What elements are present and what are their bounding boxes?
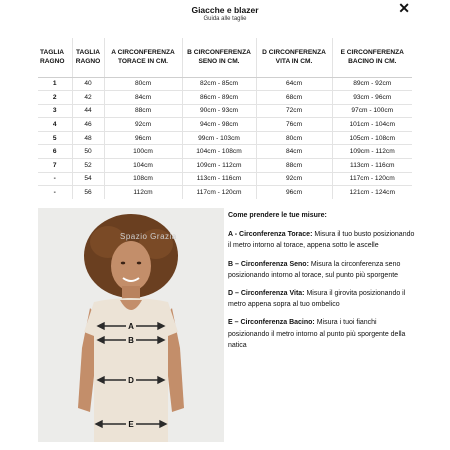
instruction-text: Misura la circonferenza seno posizionando intorno al torace, sul punto più sporgente — [228, 260, 401, 279]
table-cell: 105cm - 108cm — [332, 131, 412, 145]
table-cell: 86cm - 89cm — [182, 91, 256, 105]
table-cell: 109cm - 112cm — [182, 159, 256, 173]
table-cell: 101cm - 104cm — [332, 118, 412, 132]
instruction-text: Misura il tuo busto posizionando il metro intorno al torace, appena sotto le ascelle — [228, 231, 415, 250]
modal-header — [0, 0, 450, 36]
table-row — [38, 172, 412, 186]
table-cell: 52 — [72, 159, 104, 173]
measure-label-a: A — [128, 322, 134, 331]
table-cell: 104cm - 108cm — [182, 145, 256, 159]
table-cell: 109cm - 112cm — [332, 145, 412, 159]
instruction-label: D – Circonferenza Vita: — [228, 290, 305, 298]
instruction-item — [228, 259, 418, 281]
table-cell: 88cm — [104, 104, 182, 118]
table-cell: 96cm — [256, 186, 332, 200]
table-cell: 40 — [72, 77, 104, 91]
table-cell: 7 — [38, 159, 72, 173]
table-row — [38, 77, 412, 91]
table-cell: 64cm — [256, 77, 332, 91]
table-row — [38, 145, 412, 159]
instructions-heading: Come prendere le tue misure: — [228, 212, 327, 219]
table-header-row — [38, 38, 412, 77]
table-row — [38, 91, 412, 105]
table-cell: 2 — [38, 91, 72, 105]
table-cell: 1 — [38, 77, 72, 91]
table-cell: 90cm - 93cm — [182, 104, 256, 118]
table-cell: 93cm - 96cm — [332, 91, 412, 105]
table-cell: 5 — [38, 131, 72, 145]
column-header: E CIRCONFERENZA BACINO IN CM. — [332, 38, 412, 77]
instruction-item — [228, 317, 418, 351]
table-cell: 92cm — [104, 118, 182, 132]
model-illustration — [38, 208, 224, 442]
measure-label-d: D — [128, 376, 134, 385]
face-shape — [111, 241, 151, 291]
instruction-label: A - Circonferenza Torace: — [228, 231, 313, 239]
table-cell: - — [38, 186, 72, 200]
column-header: B CIRCONFERENZA SENO IN CM. — [182, 38, 256, 77]
model-photo — [38, 208, 224, 442]
table-row — [38, 186, 412, 200]
table-cell: 48 — [72, 131, 104, 145]
column-header: D CIRCONFERENZA VITA IN CM. — [256, 38, 332, 77]
instruction-text: Misura i tuoi fianchi posizionando il metro intorno al punto più sporgente della natica — [228, 319, 406, 349]
column-header: TAGLIA RAGNO — [72, 38, 104, 77]
table-cell: 84cm — [256, 145, 332, 159]
table-row — [38, 104, 412, 118]
table-cell: 96cm — [104, 131, 182, 145]
table-cell: 84cm — [104, 91, 182, 105]
instruction-item — [228, 288, 418, 310]
table-cell: 89cm - 92cm — [332, 77, 412, 91]
table-cell: 94cm - 98cm — [182, 118, 256, 132]
eye-shape — [137, 262, 141, 265]
size-table — [38, 38, 412, 199]
table-cell: 121cm - 124cm — [332, 186, 412, 200]
page-subtitle: Guida alle taglie — [203, 16, 247, 22]
instruction-item — [228, 229, 418, 251]
table-cell: 117cm - 120cm — [332, 172, 412, 186]
table-cell: 97cm - 100cm — [332, 104, 412, 118]
watermark: Spazio Grazia — [120, 232, 177, 241]
instruction-label: B – Circonferenza Seno: — [228, 260, 309, 268]
table-cell: 100cm — [104, 145, 182, 159]
table-cell: 108cm — [104, 172, 182, 186]
table-cell: 76cm — [256, 118, 332, 132]
table-cell: 56 — [72, 186, 104, 200]
measure-label-b: B — [128, 336, 134, 345]
table-cell: 50 — [72, 145, 104, 159]
table-cell: 3 — [38, 104, 72, 118]
instruction-label: E – Circonferenza Bacino: — [228, 319, 315, 327]
table-cell: 82cm - 85cm — [182, 77, 256, 91]
table-cell: 72cm — [256, 104, 332, 118]
table-cell: 112cm — [104, 186, 182, 200]
table-body — [38, 77, 412, 199]
measure-label-e: E — [128, 420, 134, 429]
measure-instructions — [228, 210, 418, 358]
table-cell: 113cm - 116cm — [182, 172, 256, 186]
table-cell: - — [38, 172, 72, 186]
table-cell: 88cm — [256, 159, 332, 173]
table-cell: 99cm - 103cm — [182, 131, 256, 145]
table-row — [38, 118, 412, 132]
table-cell: 68cm — [256, 91, 332, 105]
close-icon[interactable]: ✕ — [398, 0, 410, 16]
table-cell: 6 — [38, 145, 72, 159]
table-cell: 104cm — [104, 159, 182, 173]
table-cell: 92cm — [256, 172, 332, 186]
table-cell: 42 — [72, 91, 104, 105]
table-cell: 44 — [72, 104, 104, 118]
page-title: Giacche e blazer — [191, 5, 259, 15]
table-cell: 46 — [72, 118, 104, 132]
column-header: TAGLIA RAGNO — [38, 38, 72, 77]
table-cell: 54 — [72, 172, 104, 186]
eye-shape — [121, 262, 125, 265]
column-header: A CIRCONFERENZA TORACE IN CM. — [104, 38, 182, 77]
table-row — [38, 159, 412, 173]
table-cell: 113cm - 116cm — [332, 159, 412, 173]
instruction-text: Misura il girovita posizionando il metro appena sopra al tuo ombelico — [228, 290, 406, 309]
table-cell: 4 — [38, 118, 72, 132]
table-cell: 80cm — [104, 77, 182, 91]
table-cell: 117cm - 120cm — [182, 186, 256, 200]
table-row — [38, 131, 412, 145]
table-cell: 80cm — [256, 131, 332, 145]
